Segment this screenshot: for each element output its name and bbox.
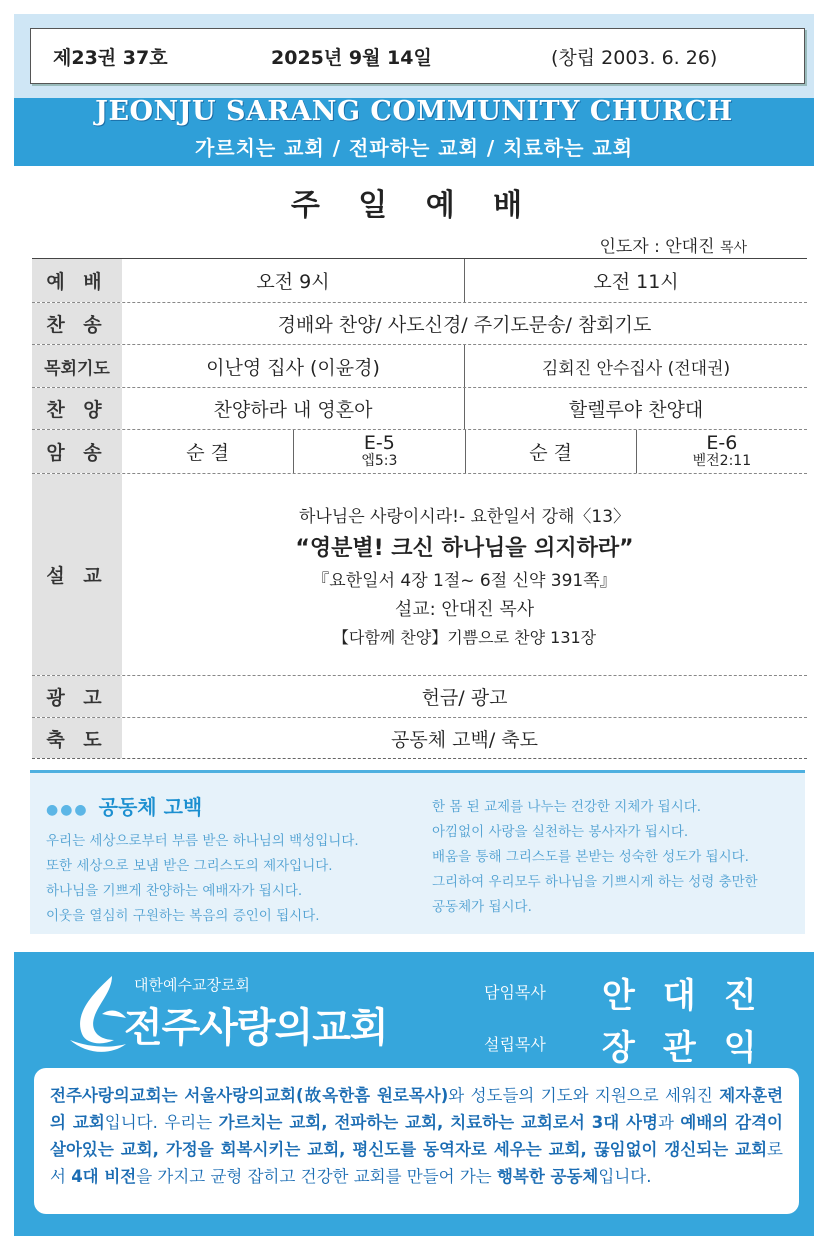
hymn-row bbox=[32, 303, 807, 345]
church-introduction: 전주사랑의교회는 서울사랑의교회(故옥한흠 원로목사)와 성도들의 기도와 지원으로 세워진 제자훈련의 교회입니다. 우리는 가르치는 교회, 전파하는 교회, 치료하는 교회로서 3대 사명과 예배의 감격이 살아있는 교회, 가정을 회복시키는 교회, 평신도를 동역자로 세우는 교회, 끊임없이 갱신되는 교회로서 4대 비전을 가지고 균형 잡히고 건강한 교회를 만들어 가는 행복한 공동체입니다. bbox=[34, 1068, 799, 1214]
recite-11am-code: E-6 bbox=[706, 432, 738, 455]
senior-pastor-label: 담임목사 bbox=[484, 983, 546, 1002]
leader-title: 목사 bbox=[719, 240, 747, 256]
recite-9am-ref: 엡5:3 bbox=[361, 453, 398, 470]
leader-name: 인도자 : 안대진 bbox=[599, 237, 715, 257]
praise-9am: 찬양하라 내 영혼아 bbox=[213, 399, 373, 421]
service-11am: 오전 11시 bbox=[464, 259, 807, 302]
founded-date: (창립 2003. 6. 26) bbox=[551, 46, 718, 69]
prayer-9am: 이난영 집사 (이윤경) bbox=[206, 356, 380, 379]
confession-line: 우리는 세상으로부터 부름 받은 하나님의 백성입니다. bbox=[46, 833, 359, 849]
confession-line: 하나님을 기쁘게 찬양하는 예배자가 됩시다. bbox=[46, 883, 303, 899]
church-name-english: JEONJU SARANG COMMUNITY CHURCH bbox=[95, 96, 733, 127]
service-9am: 오전 9시 bbox=[256, 271, 330, 293]
recite-9am-verse bbox=[293, 430, 464, 473]
confession-line: 이웃을 열심히 구원하는 복음의 증인이 됩시다. bbox=[46, 908, 320, 924]
order-of-service bbox=[32, 258, 807, 759]
church-slogan: 가르치는 교회 / 전파하는 교회 / 치료하는 교회 bbox=[194, 136, 634, 160]
bullet-dots-icon: ●●● bbox=[46, 802, 89, 818]
confession-line: 또한 세상으로 보냄 받은 그리스도의 제자입니다. bbox=[46, 858, 333, 874]
recite-9am-group: 순 결 bbox=[186, 442, 229, 464]
issue-volume: 제23권 37호 bbox=[53, 46, 168, 69]
recite-row bbox=[32, 430, 807, 474]
row-label-sermon: 설 교 bbox=[32, 474, 122, 675]
worship-title: 주 일 예 배 bbox=[290, 188, 537, 223]
sermon-row bbox=[32, 474, 807, 676]
row-label-recite: 암 송 bbox=[32, 430, 122, 473]
praise-row bbox=[32, 388, 807, 430]
recite-11am-ref: 벧전2:11 bbox=[692, 453, 752, 470]
sermon-hymn: 【다함께 찬양】기쁨으로 찬양 131장 bbox=[332, 627, 597, 647]
prayer-11am: 김회진 안수집사 (전대권) bbox=[464, 345, 807, 387]
confession-right-column bbox=[432, 795, 802, 920]
church-logo-icon bbox=[62, 974, 132, 1064]
confession-left-column bbox=[46, 829, 426, 929]
service-row bbox=[32, 259, 807, 303]
row-label-service: 예 배 bbox=[32, 259, 122, 302]
confession-line: 그리하여 우리모두 하나님을 기쁘시게 하는 성령 충만한 bbox=[432, 874, 758, 890]
sermon-scripture: 『요한일서 4장 1절~ 6절 신약 391쪽』 bbox=[312, 570, 617, 591]
prayer-row bbox=[32, 345, 807, 388]
founding-pastor-name: 장관익 bbox=[602, 1028, 785, 1068]
church-name-korean: 전주사랑의교회 bbox=[124, 1005, 388, 1051]
notice-text: 헌금/ 광고 bbox=[421, 687, 508, 709]
worship-leader bbox=[599, 232, 747, 257]
praise-11am: 할렐루야 찬양대 bbox=[464, 388, 807, 429]
community-confession bbox=[30, 770, 805, 934]
founding-pastor-label: 설립목사 bbox=[484, 1035, 546, 1054]
sermon-preacher: 설교: 안대진 목사 bbox=[394, 598, 535, 620]
row-label-prayer: 목회기도 bbox=[32, 345, 122, 387]
row-label-hymn: 찬 송 bbox=[32, 303, 122, 344]
blessing-text: 공동체 고백/ 축도 bbox=[391, 728, 538, 751]
issue-info-box bbox=[30, 28, 805, 84]
blessing-row bbox=[32, 718, 807, 758]
sermon-series: 하나님은 사랑이시라!- 요한일서 강해〈13〉 bbox=[298, 506, 631, 527]
confession-line: 아낌없이 사랑을 실천하는 봉사자가 됩시다. bbox=[432, 824, 689, 840]
row-label-notice: 광 고 bbox=[32, 676, 122, 717]
footer bbox=[14, 952, 814, 1236]
recite-11am-verse bbox=[636, 430, 807, 473]
recite-9am-code: E-5 bbox=[363, 432, 395, 455]
confession-title: ●●● 공동체 고백 bbox=[46, 795, 203, 819]
confession-line: 한 몸 된 교제를 나누는 건강한 지체가 됩시다. bbox=[432, 799, 702, 815]
notice-row bbox=[32, 676, 807, 718]
denomination: 대한예수교장로회 bbox=[134, 976, 250, 994]
row-label-praise: 찬 양 bbox=[32, 388, 122, 429]
recite-11am-group: 순 결 bbox=[465, 430, 636, 473]
hymn-text: 경배와 찬양/ 사도신경/ 주기도문송/ 참회기도 bbox=[277, 314, 652, 336]
issue-date: 2025년 9월 14일 bbox=[271, 46, 432, 69]
row-label-blessing: 축 도 bbox=[32, 718, 122, 758]
confession-line: 배움을 통해 그리스도를 본받는 성숙한 성도가 됩시다. bbox=[432, 849, 749, 865]
sermon-title: “영분별! 크신 하나님을 의지하라” bbox=[295, 535, 634, 561]
senior-pastor-name: 안대진 bbox=[602, 976, 785, 1016]
confession-line: 공동체가 됩시다. bbox=[432, 899, 532, 915]
